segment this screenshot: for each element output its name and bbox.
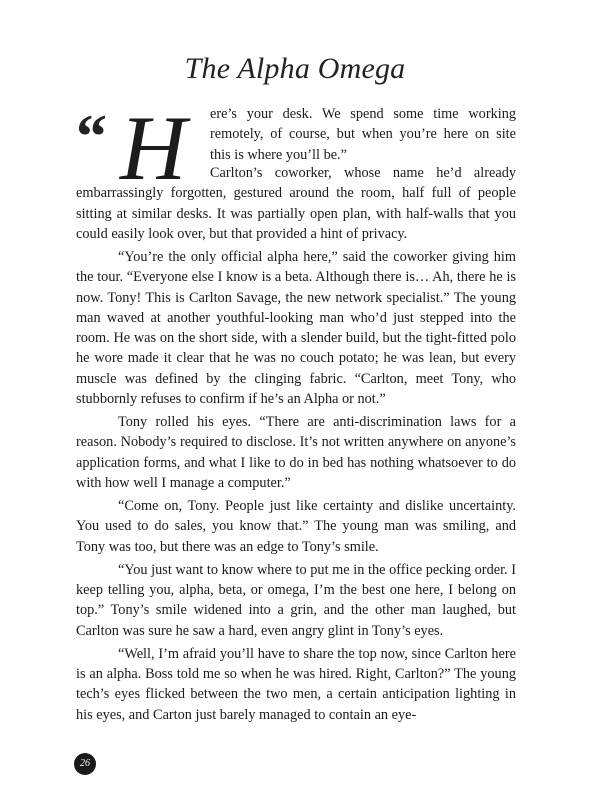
paragraph: “Well, I’m afraid you’ll have to share the top now, since Carlton here is an alpha. Boss told me so when he was hired. Right, Carlton?” The young tech’s eyes flicked between the two men, a certain anticipation lighting in his eyes, and Carton just barely managed to contain an eye-: [76, 645, 516, 723]
dropcap-quote-mark: “: [76, 103, 107, 171]
paragraph: Carlton’s coworker, whose name he’d already embarrassingly forgotten, gestured around the room, half full of people sitting at similar desks. It was partially open plan, with half-walls that you could easily look over, but that provided a hint of privacy.: [76, 165, 516, 242]
opening-text: [210, 104, 516, 165]
body-text: [76, 97, 516, 728]
opening-line: remotely, of course, but when you’re here on site: [210, 126, 516, 143]
opening-line: ere’s your desk. We spend some time working: [210, 106, 516, 122]
opening-line: this is where you’ll be.”: [210, 146, 347, 163]
paragraph: Tony rolled his eyes. “There are anti-discrimination laws for a reason. Nobody’s required to disclose. It’s not written anywhere on anyone’s application forms, and what I like to do in bed has nothing whatsoever to do with how well I manage a computer.”: [76, 414, 516, 491]
paragraph: “Come on, Tony. People just like certainty and dislike uncertainty. You used to do sales, you know that.” The young man was smiling, and Tony was too, but there was an edge to Tony’s smile.: [76, 498, 516, 555]
paragraph: “You just want to know where to put me in the office pecking order. I keep telling you, alpha, beta, or omega, I’m the best one here, I belong on top.” Tony’s smile widened into a grin, and the other man laughed, but Carlton was sure he saw a hard, even angry glint in Tony’s eyes.: [76, 561, 516, 639]
page-number: 26: [74, 753, 96, 775]
paragraph: “You’re the only official alpha here,” said the coworker giving him the tour. “Everyone else I know is a beta. Although there is… Ah, there he is now. Tony! This is Carlton Savage, the new network specialist.” The young man waved at another youthful-looking man who’d just stepped into the room. He was on the short side, with a slender build, but the tight-fitted polo he wore made it clear that he was no couch potato; he was lean, but every muscle was defined by the clinging fabric. “Carlton, meet Tony, who stubbornly refuses to confirm if he’s an Alpha or not.”: [76, 249, 516, 407]
chapter-title: The Alpha Omega: [184, 52, 406, 85]
dropcap-letter: H: [120, 97, 187, 199]
opening-block: [76, 97, 516, 199]
